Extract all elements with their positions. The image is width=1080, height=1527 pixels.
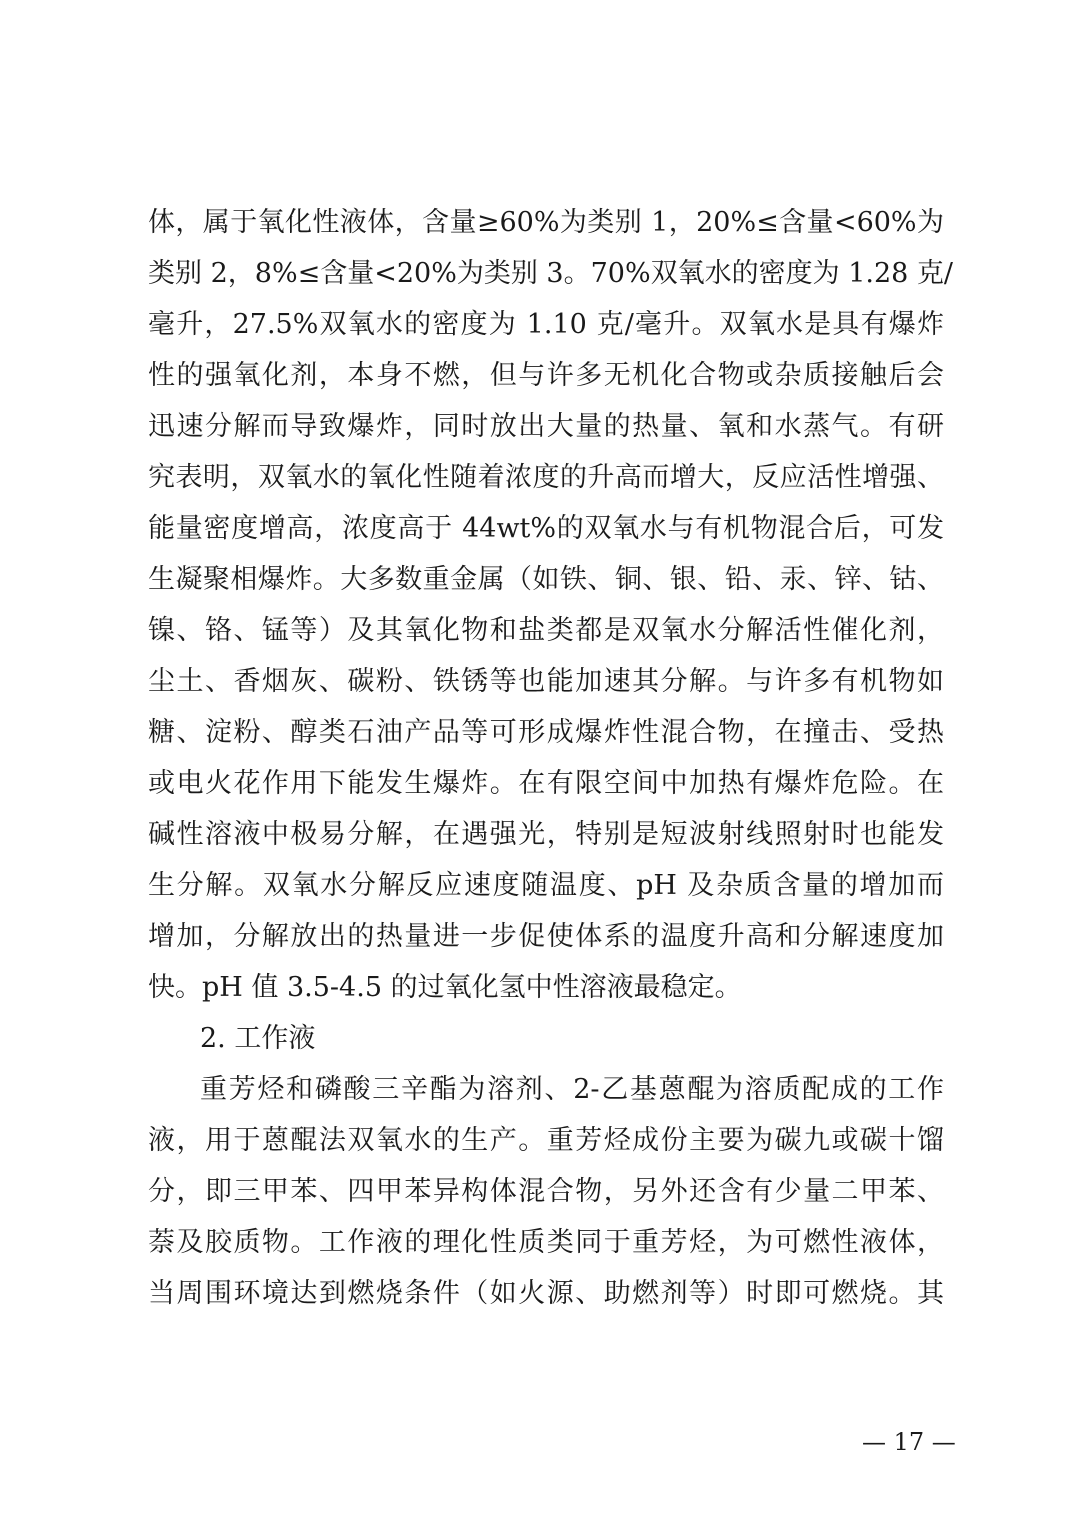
text-line: 重芳烃和磷酸三辛酯为溶剂、2-乙基蒽醌为溶质配成的工作 [200, 1074, 944, 1105]
text-line: 类别 2，8%≤含量<20%为类别 3。70%双氧水的密度为 1.28 克/ [148, 258, 954, 289]
text-line: 能量密度增高，浓度高于 44wt%的双氧水与有机物混合后，可发 [148, 513, 944, 544]
page-number: — 17 — [862, 1428, 956, 1456]
text-line: 体，属于氧化性液体，含量≥60%为类别 1，20%≤含量<60%为 [148, 207, 944, 238]
text-line: 尘土、香烟灰、碳粉、铁锈等也能加速其分解。与许多有机物如 [148, 666, 944, 697]
section-heading: 2. 工作液 [200, 1023, 316, 1054]
text-line: 迅速分解而导致爆炸，同时放出大量的热量、氧和水蒸气。有研 [148, 411, 944, 442]
text-line: 萘及胶质物。工作液的理化性质类同于重芳烃，为可燃性液体， [148, 1227, 944, 1258]
text-line: 性的强氧化剂，本身不燃，但与许多无机化合物或杂质接触后会 [148, 360, 944, 391]
text-line: 快。pH 值 3.5-4.5 的过氧化氢中性溶液最稳定。 [148, 972, 742, 1003]
text-line: 或电火花作用下能发生爆炸。在有限空间中加热有爆炸危险。在 [148, 768, 944, 799]
text-line: 糖、淀粉、醇类石油产品等可形成爆炸性混合物，在撞击、受热 [148, 717, 944, 748]
text-line: 液，用于蒽醌法双氧水的生产。重芳烃成份主要为碳九或碳十馏 [148, 1125, 944, 1156]
text-line: 毫升，27.5%双氧水的密度为 1.10 克/毫升。双氧水是具有爆炸 [148, 309, 944, 340]
text-line: 碱性溶液中极易分解，在遇强光，特别是短波射线照射时也能发 [148, 819, 944, 850]
text-line: 当周围环境达到燃烧条件（如火源、助燃剂等）时即可燃烧。其 [148, 1278, 944, 1309]
text-line: 增加，分解放出的热量进一步促使体系的温度升高和分解速度加 [148, 921, 944, 952]
text-line: 生凝聚相爆炸。大多数重金属（如铁、铜、银、铅、汞、锌、钴、 [148, 564, 944, 595]
text-line: 究表明，双氧水的氧化性随着浓度的升高而增大，反应活性增强、 [148, 462, 944, 493]
text-line: 分，即三甲苯、四甲苯异构体混合物，另外还含有少量二甲苯、 [148, 1176, 944, 1207]
text-line: 镍、铬、锰等）及其氧化物和盐类都是双氧水分解活性催化剂， [148, 615, 944, 646]
text-line: 生分解。双氧水分解反应速度随温度、pH 及杂质含量的增加而 [148, 870, 944, 901]
